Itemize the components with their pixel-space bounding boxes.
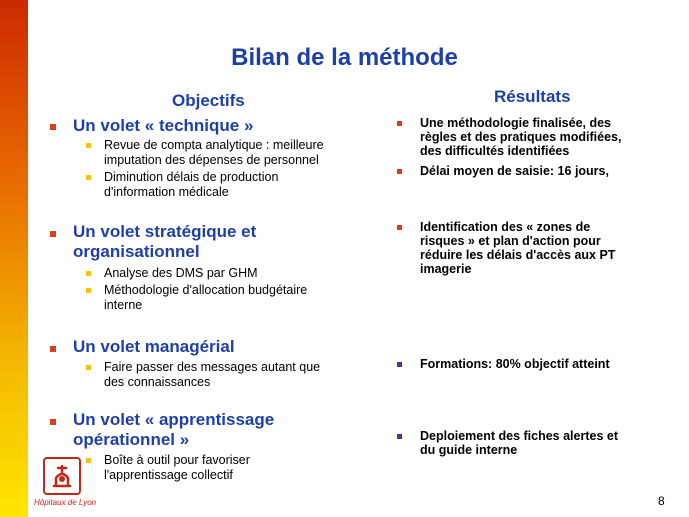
bullet-square-icon [50,231,56,237]
result-item: Une méthodologie finalisée, des règles et des pratiques modifiées, des difficultés identifiées [420,116,622,158]
hospital-logo-icon [42,456,82,496]
sub-item: Diminution délais de production d'information médicale [104,170,279,199]
sub-item: Méthodologie d'allocation budgétaire interne [104,283,308,312]
bullet-square-icon [397,169,402,174]
result-item: Deploiement des fiches alertes et du guide interne [420,429,618,457]
resultats-heading: Résultats [494,87,571,106]
sub-item: Boîte à outil pour favoriser l'apprentissage collectif [104,453,250,482]
sub-item: Revue de compta analytique : meilleure imputation des dépenses de personnel [104,138,324,167]
page-number: 8 [658,494,665,508]
sub-bullet-icon [86,143,91,148]
sub-bullet-icon [86,458,91,463]
bullet-square-icon [397,225,402,230]
bullet-square-icon [397,362,402,367]
group-title: Un volet stratégique et organisationnel [73,222,257,261]
result-item: Identification des « zones de risques » et plan d'action pour réduire les délais d'accès aux PT imagerie [420,220,616,276]
objectifs-heading: Objectifs [172,91,245,110]
bullet-square-icon [50,124,56,130]
bullet-square-icon [397,434,402,439]
sub-bullet-icon [86,175,91,180]
result-item: Délai moyen de saisie: 16 jours, [420,164,609,178]
sub-item: Faire passer des messages autant que des connaissances [104,360,321,389]
bullet-square-icon [50,346,56,352]
group-title: Un volet managérial [73,337,235,356]
slide-title: Bilan de la méthode [231,44,458,71]
sub-bullet-icon [86,288,91,293]
sub-bullet-icon [86,271,91,276]
group-title: Un volet « apprentissage opérationnel » [73,410,275,449]
result-item: Formations: 80% objectif atteint [420,357,610,371]
group-title: Un volet « technique » [73,116,254,135]
gradient-sidebar [0,0,28,517]
sub-item: Analyse des DMS par GHM [104,266,258,280]
sub-bullet-icon [86,365,91,370]
logo-text: Hôpitaux de Lyon [34,498,97,507]
bullet-square-icon [50,419,56,425]
bullet-square-icon [397,121,402,126]
